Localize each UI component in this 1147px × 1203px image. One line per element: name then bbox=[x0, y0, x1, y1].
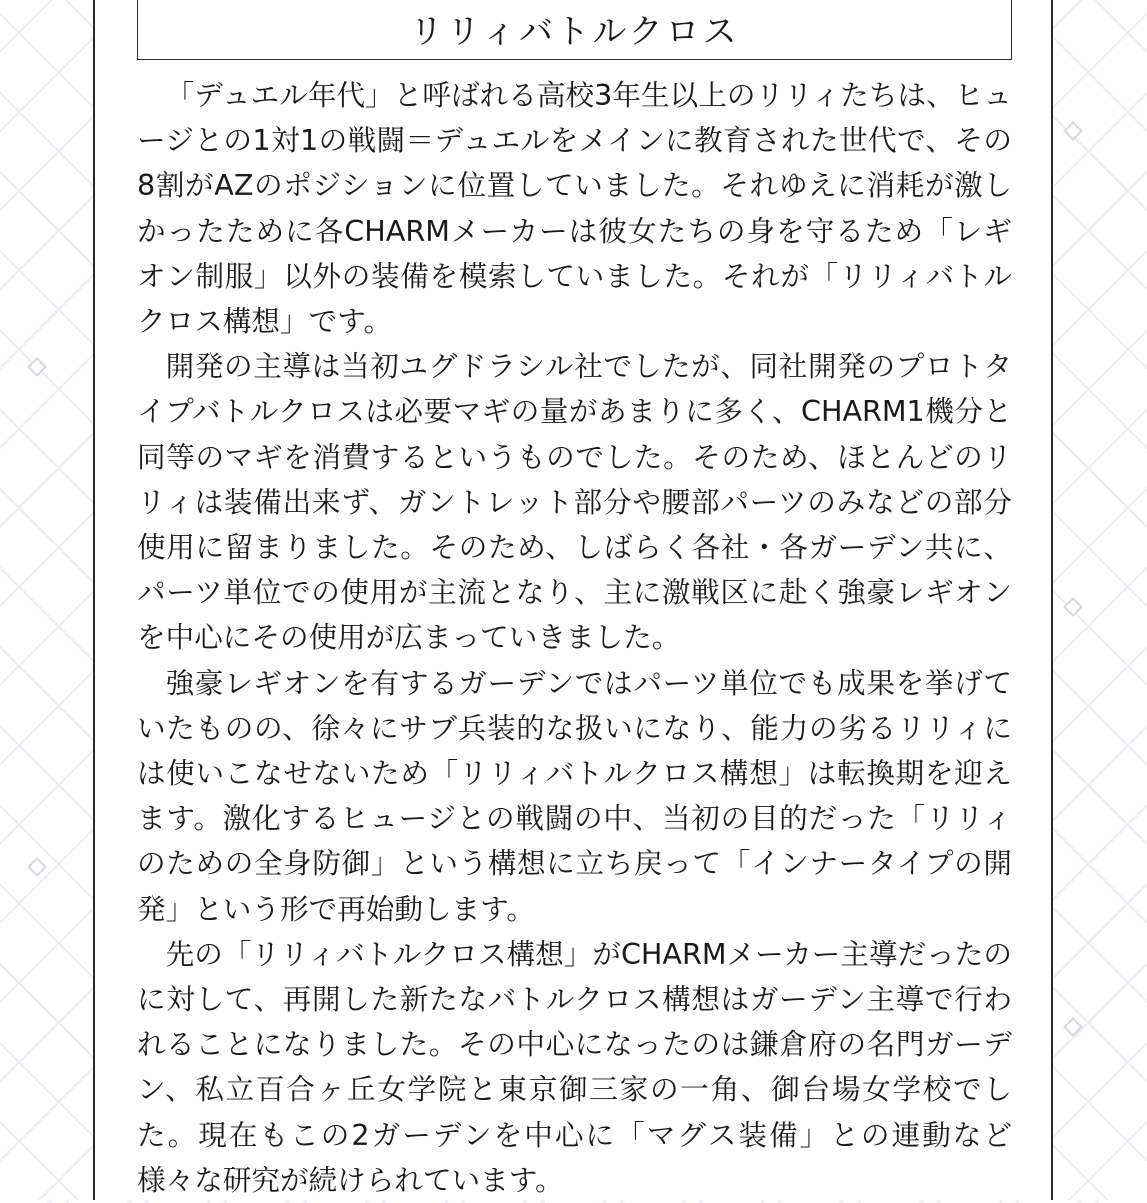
paragraph: 開発の主導は当初ユグドラシル社でしたが、同社開発のプロトタイプバトルクロスは必要マギの量があまりに多く、CHARM1機分と同等のマギを消費するというものでした。そのため、ほとんどのリリィは装備出来ず、ガントレット部分や腰部パーツのみなどの部分使用に留まりました。そのため、しばらく各社・各ガーデン共に、パーツ単位での使用が主流となり、主に激戦区に赴く強豪レギオンを中心にその使用が広まっていきました。 bbox=[137, 349, 1012, 655]
section-title-box bbox=[137, 0, 1012, 60]
decorative-diamond bbox=[27, 857, 47, 877]
decorative-diamond bbox=[1063, 1017, 1083, 1037]
article-page bbox=[93, 0, 1053, 1200]
article-body bbox=[137, 73, 1012, 1203]
paragraph: 強豪レギオンを有するガーデンではパーツ単位でも成果を挙げていたものの、徐々にサブ兵装的な扱いになり、能力の劣るリリィには使いこなせないため「リリィバトルクロス構想」は転換期を迎えます。激化するヒュージとの戦闘の中、当初の目的だった「リリィのための全身防御」という構想に立ち戻って「インナータイプの開発」という形で再始動します。 bbox=[137, 665, 1012, 926]
decorative-diamond bbox=[1063, 597, 1083, 617]
section-title: リリィバトルクロス bbox=[409, 12, 740, 52]
paragraph: 先の「リリィバトルクロス構想」がCHARMメーカー主導だったのに対して、再開した新たなバトルクロス構想はガーデン主導で行われることになりました。その中心になったのは鎌倉府の名門ガーデン、私立百合ヶ丘女学院と東京御三家の一角、御台場女学校でした。現在もこの2ガーデンを中心に「マグス装備」との連動など様々な研究が続けられています。 bbox=[137, 936, 1012, 1197]
decorative-diamond bbox=[27, 357, 47, 377]
paragraph: 「デュエル年代」と呼ばれる高校3年生以上のリリィたちは、ヒュージとの1対1の戦闘＝デュエルをメインに教育された世代で、その8割がAZのポジションに位置していました。それゆえに消耗が激しかったために各CHARMメーカーは彼女たちの身を守るため「レギオン制服」以外の装備を模索していました。それが「リリィバトルクロス構想」です。 bbox=[137, 78, 1012, 339]
decorative-diamond bbox=[1063, 121, 1083, 141]
